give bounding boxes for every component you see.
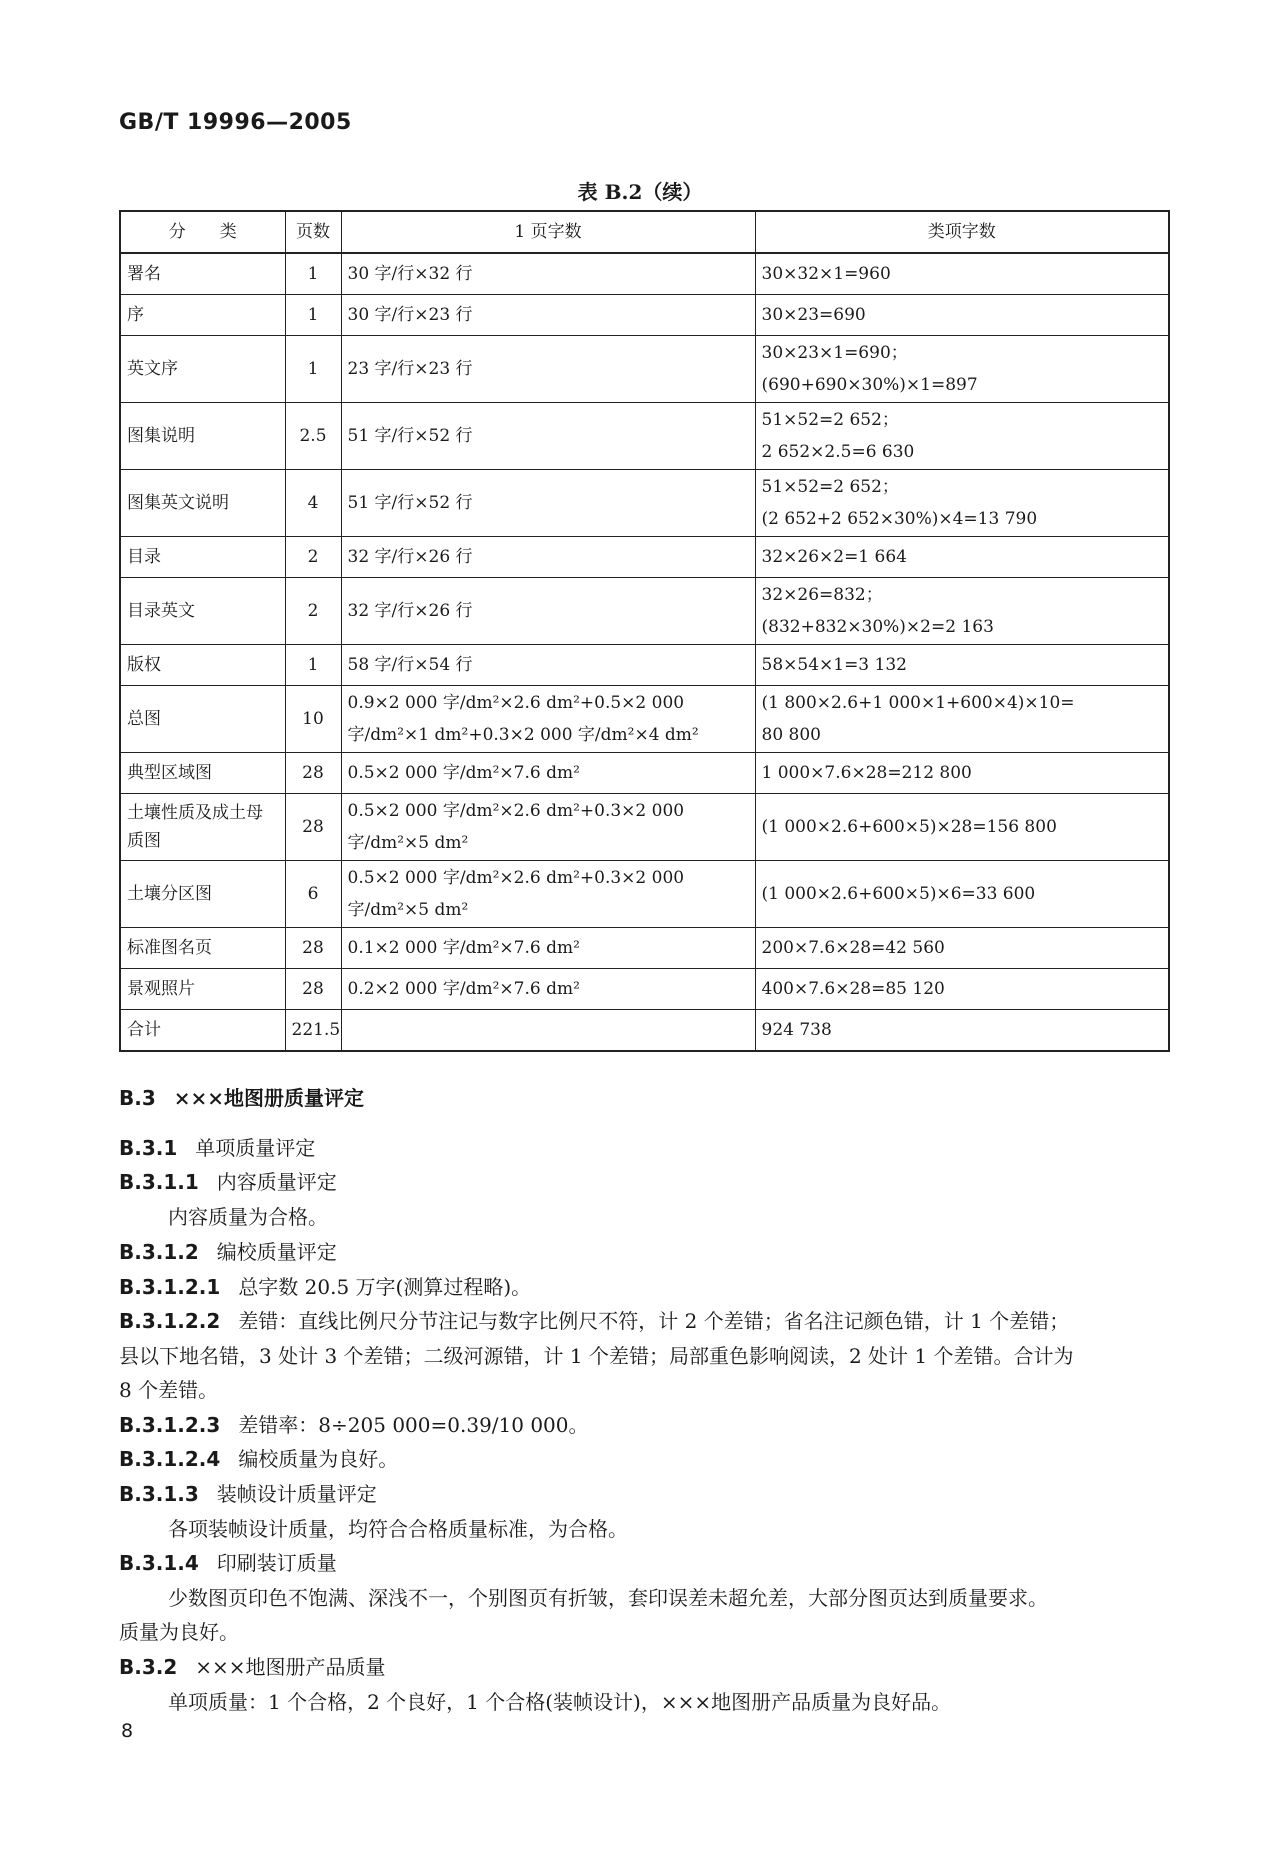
cell-category: 版权 [120, 645, 285, 686]
cell-words-per-page [341, 537, 755, 578]
section-title: ×××地图册产品质量 [195, 1655, 386, 1679]
table-row [120, 861, 1169, 928]
section-b3122 [119, 1304, 1069, 1338]
cell-item-words [755, 253, 1169, 295]
cell-line: (1 000×2.6+600×5)×28=156 800 [761, 817, 1057, 837]
cell-words-per-page [341, 1010, 755, 1052]
cell-line: 51×52=2 652； [761, 410, 899, 430]
cell-item-words [755, 537, 1169, 578]
section-number: B.3.1.1 [119, 1170, 199, 1194]
cell-words-per-page [341, 969, 755, 1010]
section-number: B.3.2 [119, 1655, 178, 1679]
cell-line: 924 738 [761, 1020, 832, 1040]
cell-item-words [755, 928, 1169, 969]
table-header-row [120, 211, 1169, 253]
cell-line: 58 字/行×54 行 [347, 655, 473, 675]
cell-category: 土壤性质及成土母质图 [120, 794, 285, 861]
cell-line: 51 字/行×52 行 [347, 493, 473, 513]
cell-pages: 10 [285, 686, 341, 753]
cell-line: 0.5×2 000 字/dm²×7.6 dm² [347, 763, 580, 783]
column-header: 1 页字数 [341, 211, 755, 253]
cell-item-words [755, 336, 1169, 403]
cell-line: 2 652×2.5=6 630 [761, 442, 915, 462]
section-b3124 [119, 1442, 398, 1476]
table-row [120, 253, 1169, 295]
cell-category: 目录英文 [120, 578, 285, 645]
cell-words-per-page [341, 295, 755, 336]
cell-words-per-page [341, 861, 755, 928]
cell-line: 0.1×2 000 字/dm²×7.6 dm² [347, 938, 580, 958]
cell-pages: 1 [285, 336, 341, 403]
cell-category: 目录 [120, 537, 285, 578]
cell-line: 32×26=832； [761, 585, 883, 605]
section-title: 内容质量评定 [216, 1170, 337, 1194]
section-title: 装帧设计质量评定 [216, 1482, 377, 1506]
section-title: ×××地图册质量评定 [173, 1086, 365, 1110]
table-row [120, 969, 1169, 1010]
cell-line: 1 000×7.6×28=212 800 [761, 763, 972, 783]
paragraph: 质量为良好。 [119, 1620, 239, 1644]
cell-words-per-page [341, 794, 755, 861]
table-row [120, 1010, 1169, 1052]
section-text: 编校质量为良好。 [238, 1447, 399, 1471]
cell-pages: 28 [285, 794, 341, 861]
cell-item-words [755, 753, 1169, 794]
cell-pages: 6 [285, 861, 341, 928]
paragraph: 县以下地名错，3 处计 3 个差错；二级河源错，计 1 个差错；局部重色影响阅读，2 处计 1 个差错。合计为 [119, 1344, 1074, 1368]
page-number: 8 [121, 1720, 134, 1742]
section-number: B.3.1.2.1 [119, 1275, 221, 1299]
section-b314 [119, 1546, 337, 1580]
section-b311 [119, 1165, 337, 1199]
section-text: 总字数 20.5 万字(测算过程略)。 [238, 1275, 532, 1299]
cell-line: 字/dm²×5 dm² [347, 900, 469, 920]
cell-item-words [755, 861, 1169, 928]
cell-category: 署名 [120, 253, 285, 295]
column-header: 页数 [285, 211, 341, 253]
cell-line: (2 652+2 652×30%)×4=13 790 [761, 509, 1038, 529]
table-row [120, 336, 1169, 403]
table-row [120, 928, 1169, 969]
section-b3123 [119, 1408, 589, 1442]
cell-words-per-page [341, 645, 755, 686]
cell-line: 51 字/行×52 行 [347, 426, 473, 446]
cell-line: 30×32×1=960 [761, 264, 891, 284]
cell-line: 23 字/行×23 行 [347, 359, 473, 379]
paragraph: 内容质量为合格。 [168, 1205, 328, 1229]
table-row [120, 753, 1169, 794]
cell-item-words [755, 686, 1169, 753]
cell-line: 51×52=2 652； [761, 477, 899, 497]
cell-line: 0.2×2 000 字/dm²×7.6 dm² [347, 979, 580, 999]
cell-category: 典型区域图 [120, 753, 285, 794]
cell-pages: 28 [285, 753, 341, 794]
section-title: 编校质量评定 [216, 1240, 337, 1264]
cell-line: 0.5×2 000 字/dm²×2.6 dm²+0.3×2 000 [347, 868, 685, 888]
cell-pages: 28 [285, 928, 341, 969]
cell-words-per-page [341, 470, 755, 537]
cell-category: 图集说明 [120, 403, 285, 470]
cell-line: 0.5×2 000 字/dm²×2.6 dm²+0.3×2 000 [347, 801, 685, 821]
section-number: B.3.1 [119, 1136, 178, 1160]
section-b31 [119, 1131, 315, 1165]
cell-pages: 28 [285, 969, 341, 1010]
paragraph: 8 个差错。 [119, 1378, 219, 1402]
cell-item-words [755, 295, 1169, 336]
section-number: B.3.1.2.3 [119, 1413, 221, 1437]
cell-words-per-page [341, 578, 755, 645]
section-b32 [119, 1650, 386, 1684]
table-row [120, 295, 1169, 336]
cell-line: 32×26×2=1 664 [761, 547, 907, 567]
cell-line: 80 800 [761, 725, 821, 745]
cell-item-words [755, 470, 1169, 537]
table-row [120, 470, 1169, 537]
cell-line: 400×7.6×28=85 120 [761, 979, 945, 999]
cell-category: 英文序 [120, 336, 285, 403]
cell-line: (1 000×2.6+600×5)×6=33 600 [761, 884, 1036, 904]
section-text: 差错：直线比例尺分节注记与数字比例尺不符，计 2 个差错；省名注记颜色错，计 1 个差错； [238, 1309, 1070, 1333]
section-number: B.3.1.2.2 [119, 1309, 221, 1333]
section-title: 印刷装订质量 [216, 1551, 337, 1575]
cell-line: 32 字/行×26 行 [347, 547, 473, 567]
cell-line: (690+690×30%)×1=897 [761, 375, 978, 395]
paragraph: 少数图页印色不饱满、深浅不一，个别图页有折皱，套印误差未超允差，大部分图页达到质量要求。 [168, 1586, 1048, 1610]
table-row [120, 686, 1169, 753]
cell-line: (832+832×30%)×2=2 163 [761, 617, 994, 637]
cell-words-per-page [341, 753, 755, 794]
column-header: 分 类 [120, 211, 285, 253]
paragraph: 各项装帧设计质量，均符合合格质量标准，为合格。 [168, 1517, 628, 1541]
section-number: B.3.1.4 [119, 1551, 199, 1575]
section-number: B.3.1.2 [119, 1240, 199, 1264]
paragraph: 单项质量：1 个合格，2 个良好，1 个合格(装帧设计)，×××地图册产品质量为良好品。 [168, 1690, 952, 1714]
cell-pages: 1 [285, 645, 341, 686]
cell-words-per-page [341, 686, 755, 753]
cell-item-words [755, 645, 1169, 686]
column-header: 类项字数 [755, 211, 1169, 253]
section-text: 差错率：8÷205 000=0.39/10 000。 [238, 1413, 589, 1437]
cell-words-per-page [341, 336, 755, 403]
cell-item-words [755, 578, 1169, 645]
cell-words-per-page [341, 928, 755, 969]
table-row [120, 578, 1169, 645]
table-row [120, 403, 1169, 470]
cell-item-words [755, 403, 1169, 470]
cell-category: 总图 [120, 686, 285, 753]
table-caption: 表 B.2（续） [577, 180, 703, 204]
cell-item-words [755, 794, 1169, 861]
cell-pages: 1 [285, 253, 341, 295]
cell-category: 合计 [120, 1010, 285, 1052]
section-number: B.3.1.3 [119, 1482, 199, 1506]
cell-pages: 2.5 [285, 403, 341, 470]
cell-line: 字/dm²×5 dm² [347, 833, 469, 853]
word-count-table [119, 210, 1170, 1052]
section-number: B.3 [119, 1086, 156, 1110]
cell-line: 58×54×1=3 132 [761, 655, 907, 675]
cell-line: 字/dm²×1 dm²+0.3×2 000 字/dm²×4 dm² [347, 725, 699, 745]
cell-category: 图集英文说明 [120, 470, 285, 537]
cell-line: 30 字/行×32 行 [347, 264, 473, 284]
cell-pages: 221.5 [285, 1010, 341, 1052]
cell-pages: 4 [285, 470, 341, 537]
cell-line: 30 字/行×23 行 [347, 305, 473, 325]
cell-words-per-page [341, 403, 755, 470]
cell-category: 序 [120, 295, 285, 336]
cell-line: 30×23=690 [761, 305, 866, 325]
section-b3121 [119, 1270, 531, 1304]
cell-words-per-page [341, 253, 755, 295]
cell-category: 标准图名页 [120, 928, 285, 969]
section-b3 [119, 1081, 364, 1115]
section-b313 [119, 1477, 377, 1511]
standard-id: GB/T 19996—2005 [119, 110, 352, 135]
table-row [120, 645, 1169, 686]
cell-pages: 2 [285, 578, 341, 645]
cell-line: 0.9×2 000 字/dm²×2.6 dm²+0.5×2 000 [347, 693, 685, 713]
cell-item-words [755, 969, 1169, 1010]
cell-category: 景观照片 [120, 969, 285, 1010]
section-number: B.3.1.2.4 [119, 1447, 221, 1471]
cell-line: (1 800×2.6+1 000×1+600×4)×10= [761, 693, 1075, 713]
section-b312 [119, 1235, 337, 1269]
cell-line: 30×23×1=690； [761, 343, 908, 363]
section-title: 单项质量评定 [195, 1136, 316, 1160]
cell-category: 土壤分区图 [120, 861, 285, 928]
cell-line: 200×7.6×28=42 560 [761, 938, 945, 958]
cell-item-words [755, 1010, 1169, 1052]
table-row [120, 537, 1169, 578]
cell-line: 32 字/行×26 行 [347, 601, 473, 621]
cell-pages: 2 [285, 537, 341, 578]
table-row [120, 794, 1169, 861]
cell-pages: 1 [285, 295, 341, 336]
